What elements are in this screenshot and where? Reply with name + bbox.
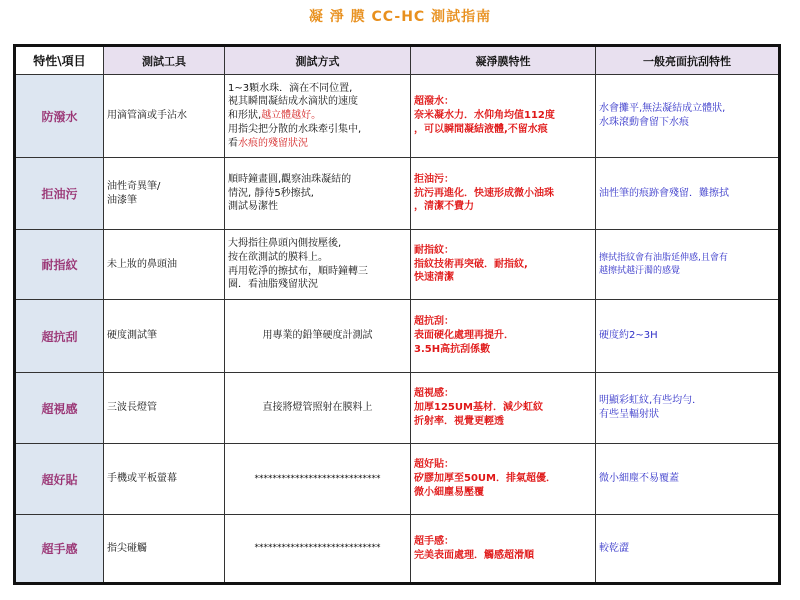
row-film: 超好貼： 矽膠加厚至50UM．排氣超優． 微小細塵易壓覆 bbox=[411, 444, 596, 515]
header-feature: 特性\項目 bbox=[15, 46, 104, 75]
row-tool: 三波長燈管 bbox=[104, 373, 225, 444]
row-film: 超視感： 加厚125UM基材．減少虹紋 折射率．視覺更輕透 bbox=[411, 373, 596, 444]
row-tool: 硬度測試筆 bbox=[104, 300, 225, 373]
row-feature: 超手感 bbox=[15, 515, 104, 584]
row-feature: 拒油污 bbox=[15, 158, 104, 230]
row-feature: 防潑水 bbox=[15, 75, 104, 158]
header-tool: 測試工具 bbox=[104, 46, 225, 75]
row-method: 1~3顆水珠．滴在不同位置, 視其瞬間凝結成水滴狀的速度 和形狀,越立體越好。 用指尖把分散的水珠牽引集中, 看水痕的殘留狀況 bbox=[225, 75, 411, 158]
row-feature: 耐指紋 bbox=[15, 230, 104, 300]
row-normal: 硬度約2~3H bbox=[596, 300, 780, 373]
table-row bbox=[15, 444, 780, 515]
row-tool: 手機或平板螢幕 bbox=[104, 444, 225, 515]
row-normal: 較乾澀 bbox=[596, 515, 780, 584]
table-row bbox=[15, 515, 780, 584]
table-row bbox=[15, 230, 780, 300]
row-method: 用專業的鉛筆硬度計測試 bbox=[225, 300, 411, 373]
row-method: 直接將燈管照射在膜料上 bbox=[225, 373, 411, 444]
row-feature: 超抗刮 bbox=[15, 300, 104, 373]
row-tool: 指尖碰觸 bbox=[104, 515, 225, 584]
page-title: 凝 淨 膜 CC-HC 測試指南 bbox=[308, 9, 492, 25]
row-method: 大拇指往鼻頭內側按壓後, 按在欲測試的膜料上。 再用乾淨的擦拭布，順時鐘轉三 圈．看油脂殘留狀況 bbox=[225, 230, 411, 300]
row-tool: 用滴管滴或手沾水 bbox=[104, 75, 225, 158]
header-film: 凝淨膜特性 bbox=[411, 46, 596, 75]
table-row bbox=[15, 75, 780, 158]
row-feature: 超視感 bbox=[15, 373, 104, 444]
row-method: **************************** bbox=[225, 515, 411, 584]
method-highlight: 水痕的殘留狀況 bbox=[238, 137, 308, 149]
row-film: 耐指紋： 指紋技術再突破．耐指紋, 快速清潔 bbox=[411, 230, 596, 300]
header-normal: 一般亮面抗刮特性 bbox=[596, 46, 780, 75]
row-normal: 水會攤平,無法凝結成立體狀, 水珠滾動會留下水痕 bbox=[596, 75, 780, 158]
row-feature: 超好貼 bbox=[15, 444, 104, 515]
method-highlight: 越立體越好。 bbox=[261, 110, 322, 122]
row-method: 順時鐘畫圓,觀察油珠凝結的 情況, 靜待5秒擦拭, 測試易潔性 bbox=[225, 158, 411, 230]
row-normal: 明顯彩虹紋,有些均勻． 有些呈輻射狀 bbox=[596, 373, 780, 444]
table-row bbox=[15, 373, 780, 444]
table-row bbox=[15, 158, 780, 230]
row-film: 超潑水： 奈米凝水力．水仰角均值112度 ，可以瞬間凝結液體,不留水痕 bbox=[411, 75, 596, 158]
header-method: 測試方式 bbox=[225, 46, 411, 75]
row-tool: 油性奇異筆/ 油漆筆 bbox=[104, 158, 225, 230]
row-tool: 未上妝的鼻頭油 bbox=[104, 230, 225, 300]
row-normal: 油性筆的痕跡會殘留．難擦拭 bbox=[596, 158, 780, 230]
row-normal: 微小細塵不易覆蓋 bbox=[596, 444, 780, 515]
test-guide-table bbox=[13, 44, 781, 585]
row-film: 超手感： 完美表面處理．觸感超滑順 bbox=[411, 515, 596, 584]
row-method: **************************** bbox=[225, 444, 411, 515]
table-row bbox=[15, 300, 780, 373]
row-normal: 擦拭指紋會有油脂延伸感,且會有 越擦拭越汙濁的感覺 bbox=[596, 230, 780, 300]
header-row bbox=[15, 46, 780, 75]
row-film: 拒油污： 抗污再進化．快速形成微小油珠 ，清潔不費力 bbox=[411, 158, 596, 230]
row-film: 超抗刮： 表面硬化處理再提升． 3.5H高抗刮係數 bbox=[411, 300, 596, 373]
